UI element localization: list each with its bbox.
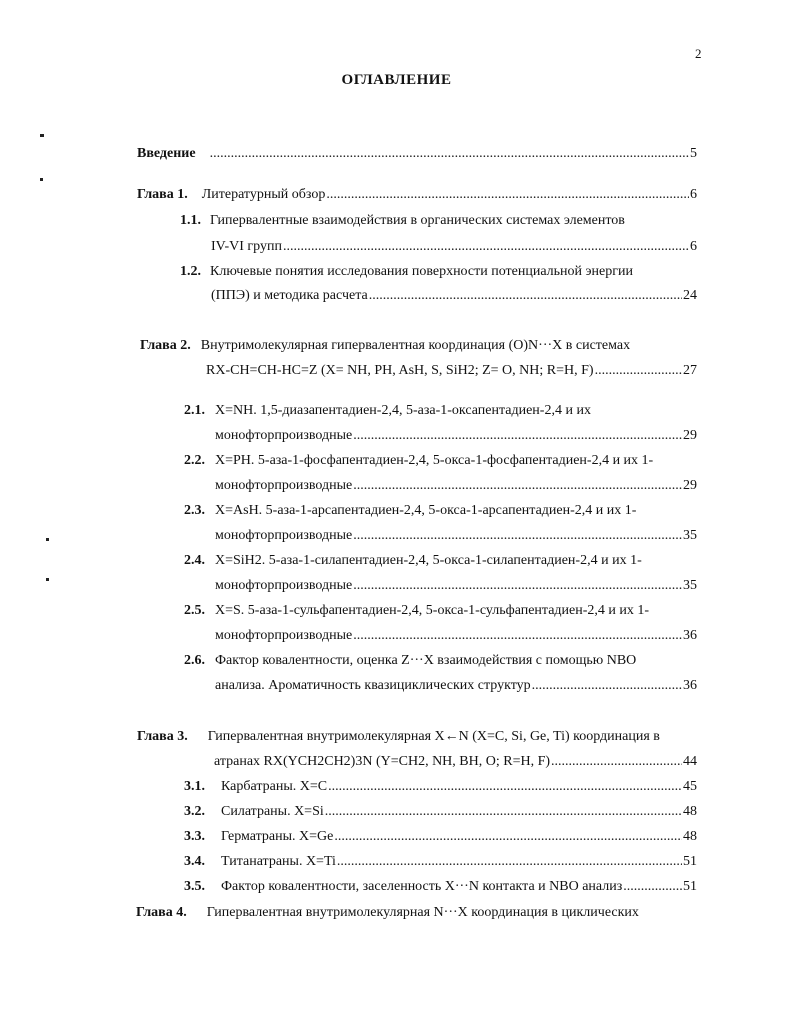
- section-title-line2: монофторпроизводные: [215, 578, 353, 593]
- leader-dots: [595, 363, 682, 379]
- intro-label: Введение: [137, 146, 196, 161]
- chapter-title-line1: Гипервалентная внутримолекулярная N···X координация в циклических: [206, 905, 639, 920]
- page-ref: 24: [683, 288, 697, 303]
- page-ref: 29: [683, 428, 697, 443]
- section-title-line2: IV-VI групп: [211, 239, 282, 254]
- page-title: ОГЛАВЛЕНИЕ: [341, 72, 452, 88]
- section-title: Силатраны. X=Si: [221, 804, 324, 819]
- toc-entry-3-3[interactable]: [184, 829, 697, 849]
- toc-entry-2-1[interactable]: [184, 403, 591, 423]
- toc-entry-chapter-4[interactable]: [136, 905, 639, 925]
- section-title-line1: X=SiH2. 5-аза-1-силапентадиен-2,4, 5-окса-1-силапентадиен-2,4 и их 1-: [215, 553, 642, 568]
- toc-entry-chapter-3-cont[interactable]: [214, 754, 697, 774]
- toc-entry-chapter-3[interactable]: [137, 729, 660, 749]
- chapter-label: Глава 2.: [140, 338, 191, 353]
- section-title-line1: Ключевые понятия исследования поверхности потенциальной энергии: [210, 264, 633, 279]
- toc-entry-2-6-cont[interactable]: [215, 678, 697, 698]
- leader-dots: [369, 288, 682, 304]
- section-title-line2: анализа. Ароматичность квазициклических структур: [215, 678, 531, 693]
- section-number: 1.1.: [180, 213, 201, 228]
- toc-entry-2-3-cont[interactable]: [215, 528, 697, 548]
- scan-mark: [46, 538, 49, 541]
- section-title-line1: X=AsH. 5-аза-1-арсапентадиен-2,4, 5-окса-1-арсапентадиен-2,4 и их 1-: [215, 503, 637, 518]
- toc-entry-1-1-cont[interactable]: [211, 239, 697, 259]
- page-ref: 51: [683, 879, 697, 894]
- page-ref: 29: [683, 478, 697, 493]
- section-number: 3.4.: [184, 854, 205, 869]
- leader-dots: [353, 478, 682, 494]
- leader-dots: [353, 428, 682, 444]
- chapter-title: Литературный обзор: [201, 187, 326, 202]
- leader-dots: [532, 678, 682, 694]
- page-ref: 45: [683, 779, 697, 794]
- chapter-label: Глава 3.: [137, 729, 188, 744]
- section-number: 1.2.: [180, 264, 201, 279]
- section-title-line1: Гипервалентные взаимодействия в органических системах элементов: [210, 213, 625, 228]
- page-ref: 5: [690, 146, 697, 161]
- leader-dots: [623, 879, 682, 895]
- toc-entry-3-5[interactable]: [184, 879, 697, 899]
- scan-mark: [40, 178, 43, 181]
- leader-dots: [334, 829, 682, 845]
- toc-entry-2-4-cont[interactable]: [215, 578, 697, 598]
- toc-entry-chapter-2[interactable]: [140, 338, 630, 358]
- toc-entry-1-2[interactable]: [180, 264, 633, 284]
- page-ref: 35: [683, 578, 697, 593]
- toc-entry-chapter-1[interactable]: [137, 187, 697, 207]
- leader-dots: [353, 578, 682, 594]
- chapter-title-line1: Гипервалентная внутримолекулярная X←N (X=C, Si, Ge, Ti) координация в: [207, 729, 660, 744]
- chapter-title-line2: атранах RX(YCH2CH2)3N (Y=CH2, NH, BH, O; R=H, F): [214, 754, 551, 769]
- page-ref: 27: [683, 363, 697, 378]
- section-number: 2.2.: [184, 453, 205, 468]
- section-title-line2: монофторпроизводные: [215, 528, 353, 543]
- leader-dots: [283, 239, 689, 255]
- page-ref: 35: [683, 528, 697, 543]
- chapter-title-line1: Внутримолекулярная гипервалентная координация (O)N···X в системах: [200, 338, 631, 353]
- section-title: Карбатраны. X=C: [221, 779, 328, 794]
- scan-mark: [40, 134, 44, 137]
- section-number: 3.1.: [184, 779, 205, 794]
- section-title-line2: монофторпроизводные: [215, 478, 353, 493]
- leader-dots: [551, 754, 682, 770]
- section-title-line1: Фактор ковалентности, оценка Z···X взаимодействия с помощью NBO: [215, 653, 637, 668]
- page-ref: 48: [683, 829, 697, 844]
- section-number: 2.3.: [184, 503, 205, 518]
- toc-entry-2-2[interactable]: [184, 453, 653, 473]
- section-number: 2.5.: [184, 603, 205, 618]
- toc-entry-3-4[interactable]: [184, 854, 697, 874]
- leader-dots: [337, 854, 682, 870]
- leader-dots: [353, 628, 682, 644]
- toc-entry-2-6[interactable]: [184, 653, 636, 673]
- toc-entry-1-1[interactable]: [180, 213, 625, 233]
- section-number: 2.1.: [184, 403, 205, 418]
- toc-entry-2-3[interactable]: [184, 503, 636, 523]
- toc-entry-2-5-cont[interactable]: [215, 628, 697, 648]
- leader-dots: [353, 528, 682, 544]
- leader-dots: [326, 187, 689, 203]
- section-title: Герматраны. X=Ge: [221, 829, 334, 844]
- page-ref: 6: [690, 187, 697, 202]
- toc-entry-3-2[interactable]: [184, 804, 697, 824]
- toc-entry-2-5[interactable]: [184, 603, 649, 623]
- page-number: 2: [695, 46, 702, 61]
- chapter-label: Глава 1.: [137, 187, 188, 202]
- toc-entry-intro[interactable]: [137, 146, 697, 166]
- section-title-line2: (ППЭ) и методика расчета: [211, 288, 368, 303]
- scan-mark: [46, 578, 49, 581]
- section-number: 3.5.: [184, 879, 205, 894]
- section-title-line1: X=PH. 5-аза-1-фосфапентадиен-2,4, 5-окса-1-фосфапентадиен-2,4 и их 1-: [215, 453, 654, 468]
- section-title-line2: монофторпроизводные: [215, 428, 353, 443]
- leader-dots: [328, 779, 682, 795]
- leader-dots: [325, 804, 682, 820]
- section-title: Фактор ковалентности, заселенность X···N контакта и NBO анализ: [221, 879, 623, 894]
- toc-entry-2-1-cont[interactable]: [215, 428, 697, 448]
- section-title-line2: монофторпроизводные: [215, 628, 353, 643]
- section-title-line1: X=S. 5-аза-1-сульфапентадиен-2,4, 5-окса-1-сульфапентадиен-2,4 и их 1-: [215, 603, 650, 618]
- toc-entry-3-1[interactable]: [184, 779, 697, 799]
- section-number: 3.2.: [184, 804, 205, 819]
- toc-entry-2-2-cont[interactable]: [215, 478, 697, 498]
- chapter-label: Глава 4.: [136, 905, 187, 920]
- chapter-title-line2: RX-CH=CH-HC=Z (X= NH, PH, AsH, S, SiH2; Z= O, NH; R=H, F): [206, 363, 594, 378]
- toc-entry-2-4[interactable]: [184, 553, 642, 573]
- section-number: 2.4.: [184, 553, 205, 568]
- page-ref: 51: [683, 854, 697, 869]
- section-title-line1: X=NH. 1,5-диазапентадиен-2,4, 5-аза-1-оксапентадиен-2,4 и их: [215, 403, 591, 418]
- page-ref: 36: [683, 628, 697, 643]
- section-title: Титанатраны. X=Ti: [221, 854, 336, 869]
- page-ref: 44: [683, 754, 697, 769]
- leader-dots: [210, 146, 689, 162]
- page-ref: 48: [683, 804, 697, 819]
- page-ref: 36: [683, 678, 697, 693]
- section-number: 3.3.: [184, 829, 205, 844]
- page-ref: 6: [690, 239, 697, 254]
- toc-entry-chapter-2-cont[interactable]: [206, 363, 697, 383]
- section-number: 2.6.: [184, 653, 205, 668]
- toc-entry-1-2-cont[interactable]: [211, 288, 697, 308]
